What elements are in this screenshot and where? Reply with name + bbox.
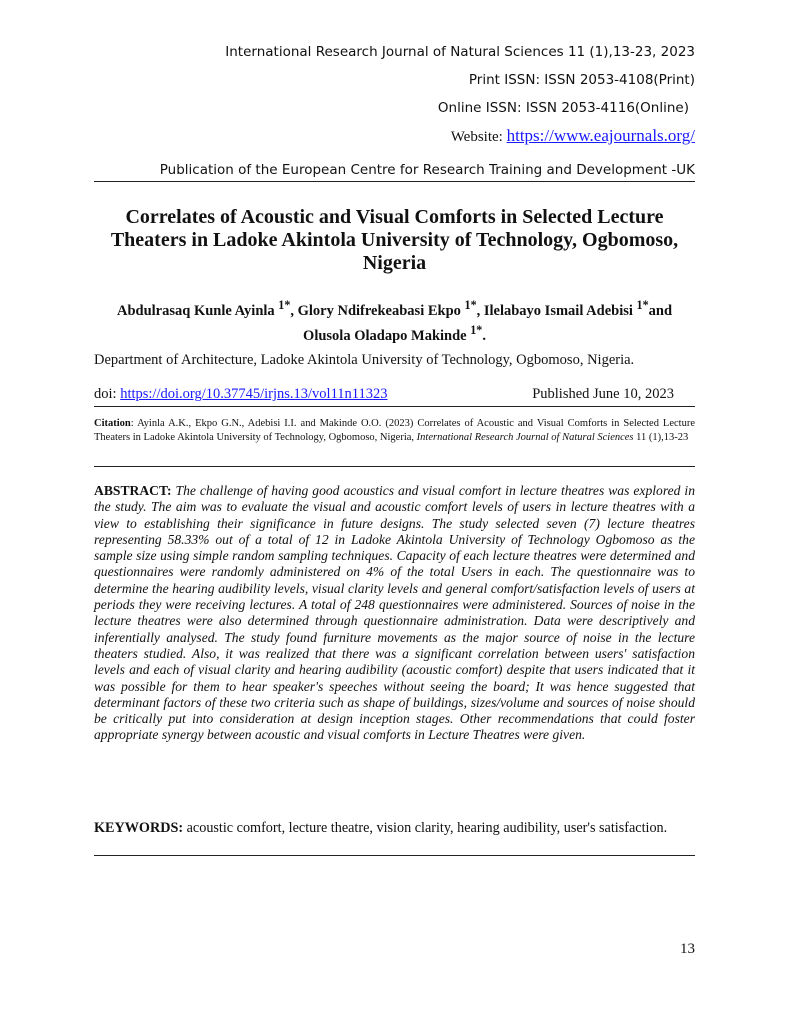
citation-tail: 11 (1),13-23 [633,431,689,443]
doi-line [94,386,388,403]
citation-label: Citation [94,418,131,429]
doi-rule [94,406,695,407]
print-issn: Print ISSN: ISSN 2053-4108(Print) [468,72,695,88]
article-title: Correlates of Acoustic and Visual Comforts in Selected Lecture Theaters in Ladoke Akintola University of Technology, Ogbomoso, Nigeria [110,206,679,274]
keywords-label: KEYWORDS: [94,820,184,836]
doi-label: doi: [94,386,121,402]
abstract-text: The challenge of having good acoustics and visual comfort in lecture theatres was explored in the study. The aim was to evaluate the visual and acoustic comfort levels of users in lecture theatres with a view to establishing their significance in future designs. The study selected seven (7) lecture theatres representing 58.33% out of a total of 12 in Ladoke Akintola University of Technology Ogbomoso as the sample size using simple random sampling techniques. Capacity of each lecture theatres were determined and questionnaires were randomly administered on 4% of the total Users in each. The questionnaire was to determine the hearing audibility levels, visual clarity levels and general comfort/satisfaction levels of users at periods they were receiving lectures. A total of 248 questionnaires were administered. Sources of noise in the lecture theatres were also determined through questionnaire administration. Data were descriptively and inferentially analysed. The study found furniture movements as the major source of noise in the lecture theaters studied. Also, it was realized that there was a significant correlation between users' satisfaction levels and each of visual clarity and hearing audibility (acoustic comfort) despite that users indicated that it was possible for them to hear speaker's speeches without seeing the board; It was hence suggested that determinant factors of these two criteria such as shape of buildings, sizes/volume and sources of noise should be critically put into consideration at design inception stages. Other recommendations that could foster appropriate synergy between acoustic and visual comforts in Lecture Theatres were given. [94,483,695,743]
author-3-affil: 1* [636,298,649,312]
page-number: 13 [680,941,695,957]
published-date: Published June 10, 2023 [532,386,674,402]
authors-end: . [482,327,486,344]
header-rule [94,181,695,182]
keywords-text: acoustic comfort, lecture theatre, vision clarity, hearing audibility, user's satisfaction. [183,820,668,836]
publisher-line: Publication of the European Centre for Research Training and Development -UK [159,162,695,178]
department: Department of Architecture, Ladoke Akintola University of Technology, Ogbomoso, Nigeria. [94,352,635,368]
abstract-label: ABSTRACT: [94,483,172,498]
author-1: Abdulrasaq Kunle Ayinla [116,302,279,319]
author-3: , Ilelabayo Ismail Adebisi [476,302,637,319]
doi-link[interactable]: https://doi.org/10.37745/irjns.13/vol11n11323 [120,386,388,402]
website-label: Website: [450,129,507,145]
author-2: , Glory Ndifrekeabasi Ekpo [290,302,465,319]
journal-header-line: International Research Journal of Natural Sciences 11 (1),13-23, 2023 [225,44,695,60]
website-line [451,126,695,146]
citation [94,417,695,444]
citation-rule [94,466,695,467]
author-4: and Olusola Oladapo Makinde [303,302,673,344]
author-1-affil: 1* [278,298,291,312]
citation-text: : Ayinla A.K., Ekpo G.N., Adebisi I.I. and Makinde O.O. (2023) Correlates of Acoustic and Visual Comforts in Selected Lecture Theaters in Ladoke Akintola University of Technology, Ogbomoso, Nigeria, [94,418,695,443]
author-4-affil: 1* [470,322,483,337]
abstract [94,483,695,744]
authors [94,296,695,346]
citation-journal: International Research Journal of Natural Sciences [416,431,634,443]
keywords-rule [94,855,695,856]
author-2-affil: 1* [464,298,477,312]
keywords [94,820,695,837]
online-issn: Online ISSN: ISSN 2053-4116(Online) [437,100,689,116]
website-link[interactable]: https://www.eajournals.org/ [506,126,695,145]
